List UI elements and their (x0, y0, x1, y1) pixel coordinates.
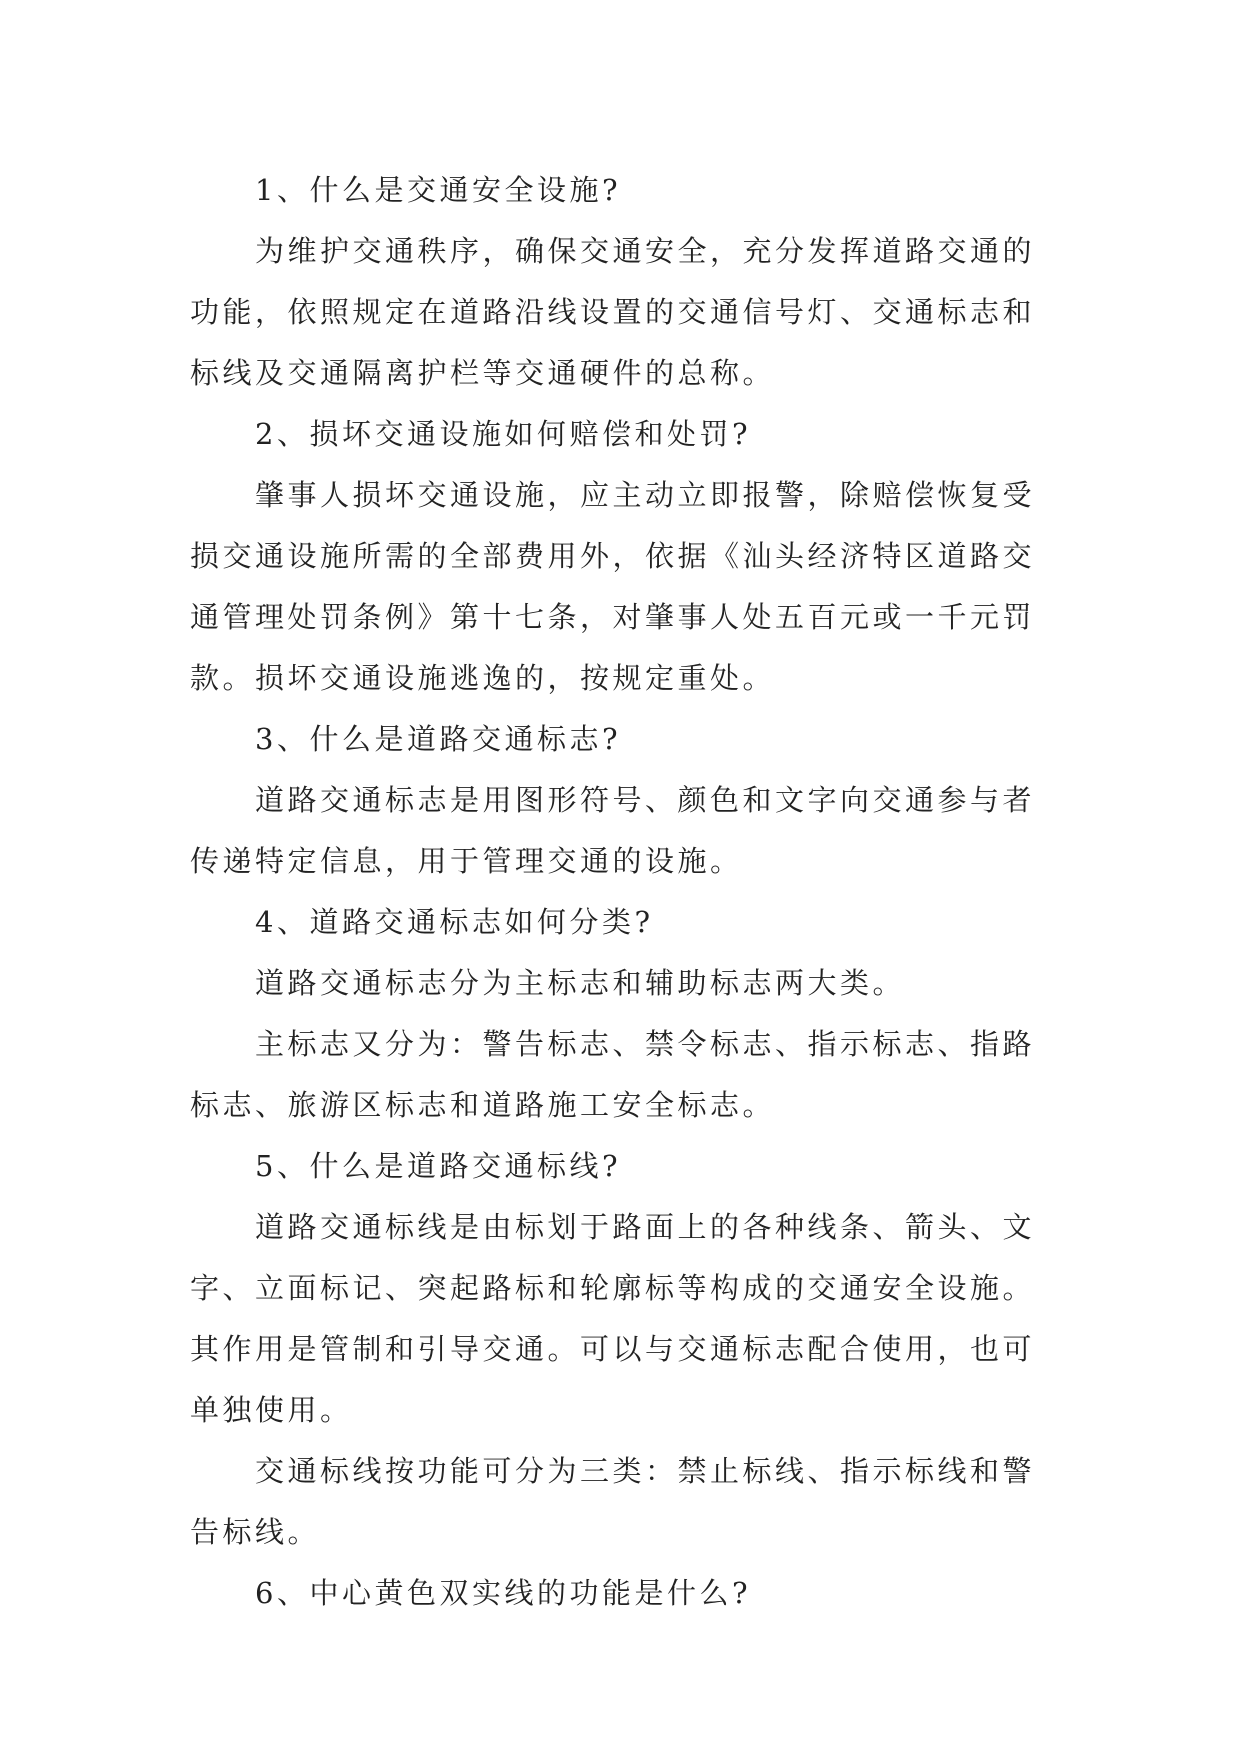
paragraph-line: 为维护交通秩序，确保交通安全，充分发挥道路交通的 (255, 234, 1036, 268)
paragraph-line: 告标线。 (190, 1515, 321, 1549)
paragraph-line: 交通标线按功能可分为三类：禁止标线、指示标线和警 (255, 1454, 1036, 1488)
paragraph-line: 款。损坏交通设施逃逸的，按规定重处。 (190, 661, 776, 695)
document-body (190, 160, 1062, 1624)
paragraph-line: 主标志又分为：警告标志、禁令标志、指示标志、指路 (255, 1027, 1036, 1061)
question-heading: 4、道路交通标志如何分类? (255, 905, 654, 939)
question-heading: 2、损坏交通设施如何赔偿和处罚? (255, 417, 751, 451)
paragraph-line: 其作用是管制和引导交通。可以与交通标志配合使用，也可 (190, 1332, 1036, 1366)
paragraph-line: 道路交通标志分为主标志和辅助标志两大类。 (255, 966, 906, 1000)
paragraph-line: 功能，依照规定在道路沿线设置的交通信号灯、交通标志和 (190, 295, 1036, 329)
paragraph-line: 传递特定信息，用于管理交通的设施。 (190, 844, 743, 878)
paragraph-line: 通管理处罚条例》第十七条，对肇事人处五百元或一千元罚 (190, 600, 1036, 634)
paragraph-line: 标志、旅游区标志和道路施工安全标志。 (190, 1088, 776, 1122)
paragraph-line: 标线及交通隔离护栏等交通硬件的总称。 (190, 356, 776, 390)
paragraph-line: 道路交通标线是由标划于路面上的各种线条、箭头、文 (255, 1210, 1036, 1244)
question-heading: 1、什么是交通安全设施? (255, 173, 621, 207)
paragraph-line: 字、立面标记、突起路标和轮廓标等构成的交通安全设施。 (190, 1271, 1036, 1305)
question-heading: 5、什么是道路交通标线? (255, 1149, 621, 1183)
question-heading: 3、什么是道路交通标志? (255, 722, 621, 756)
paragraph-line: 道路交通标志是用图形符号、颜色和文字向交通参与者 (255, 783, 1036, 817)
paragraph-line: 单独使用。 (190, 1393, 353, 1427)
question-heading: 6、中心黄色双实线的功能是什么? (255, 1576, 751, 1610)
paragraph-line: 肇事人损坏交通设施，应主动立即报警，除赔偿恢复受 (255, 478, 1036, 512)
paragraph-line: 损交通设施所需的全部费用外，依据《汕头经济特区道路交 (190, 539, 1036, 573)
